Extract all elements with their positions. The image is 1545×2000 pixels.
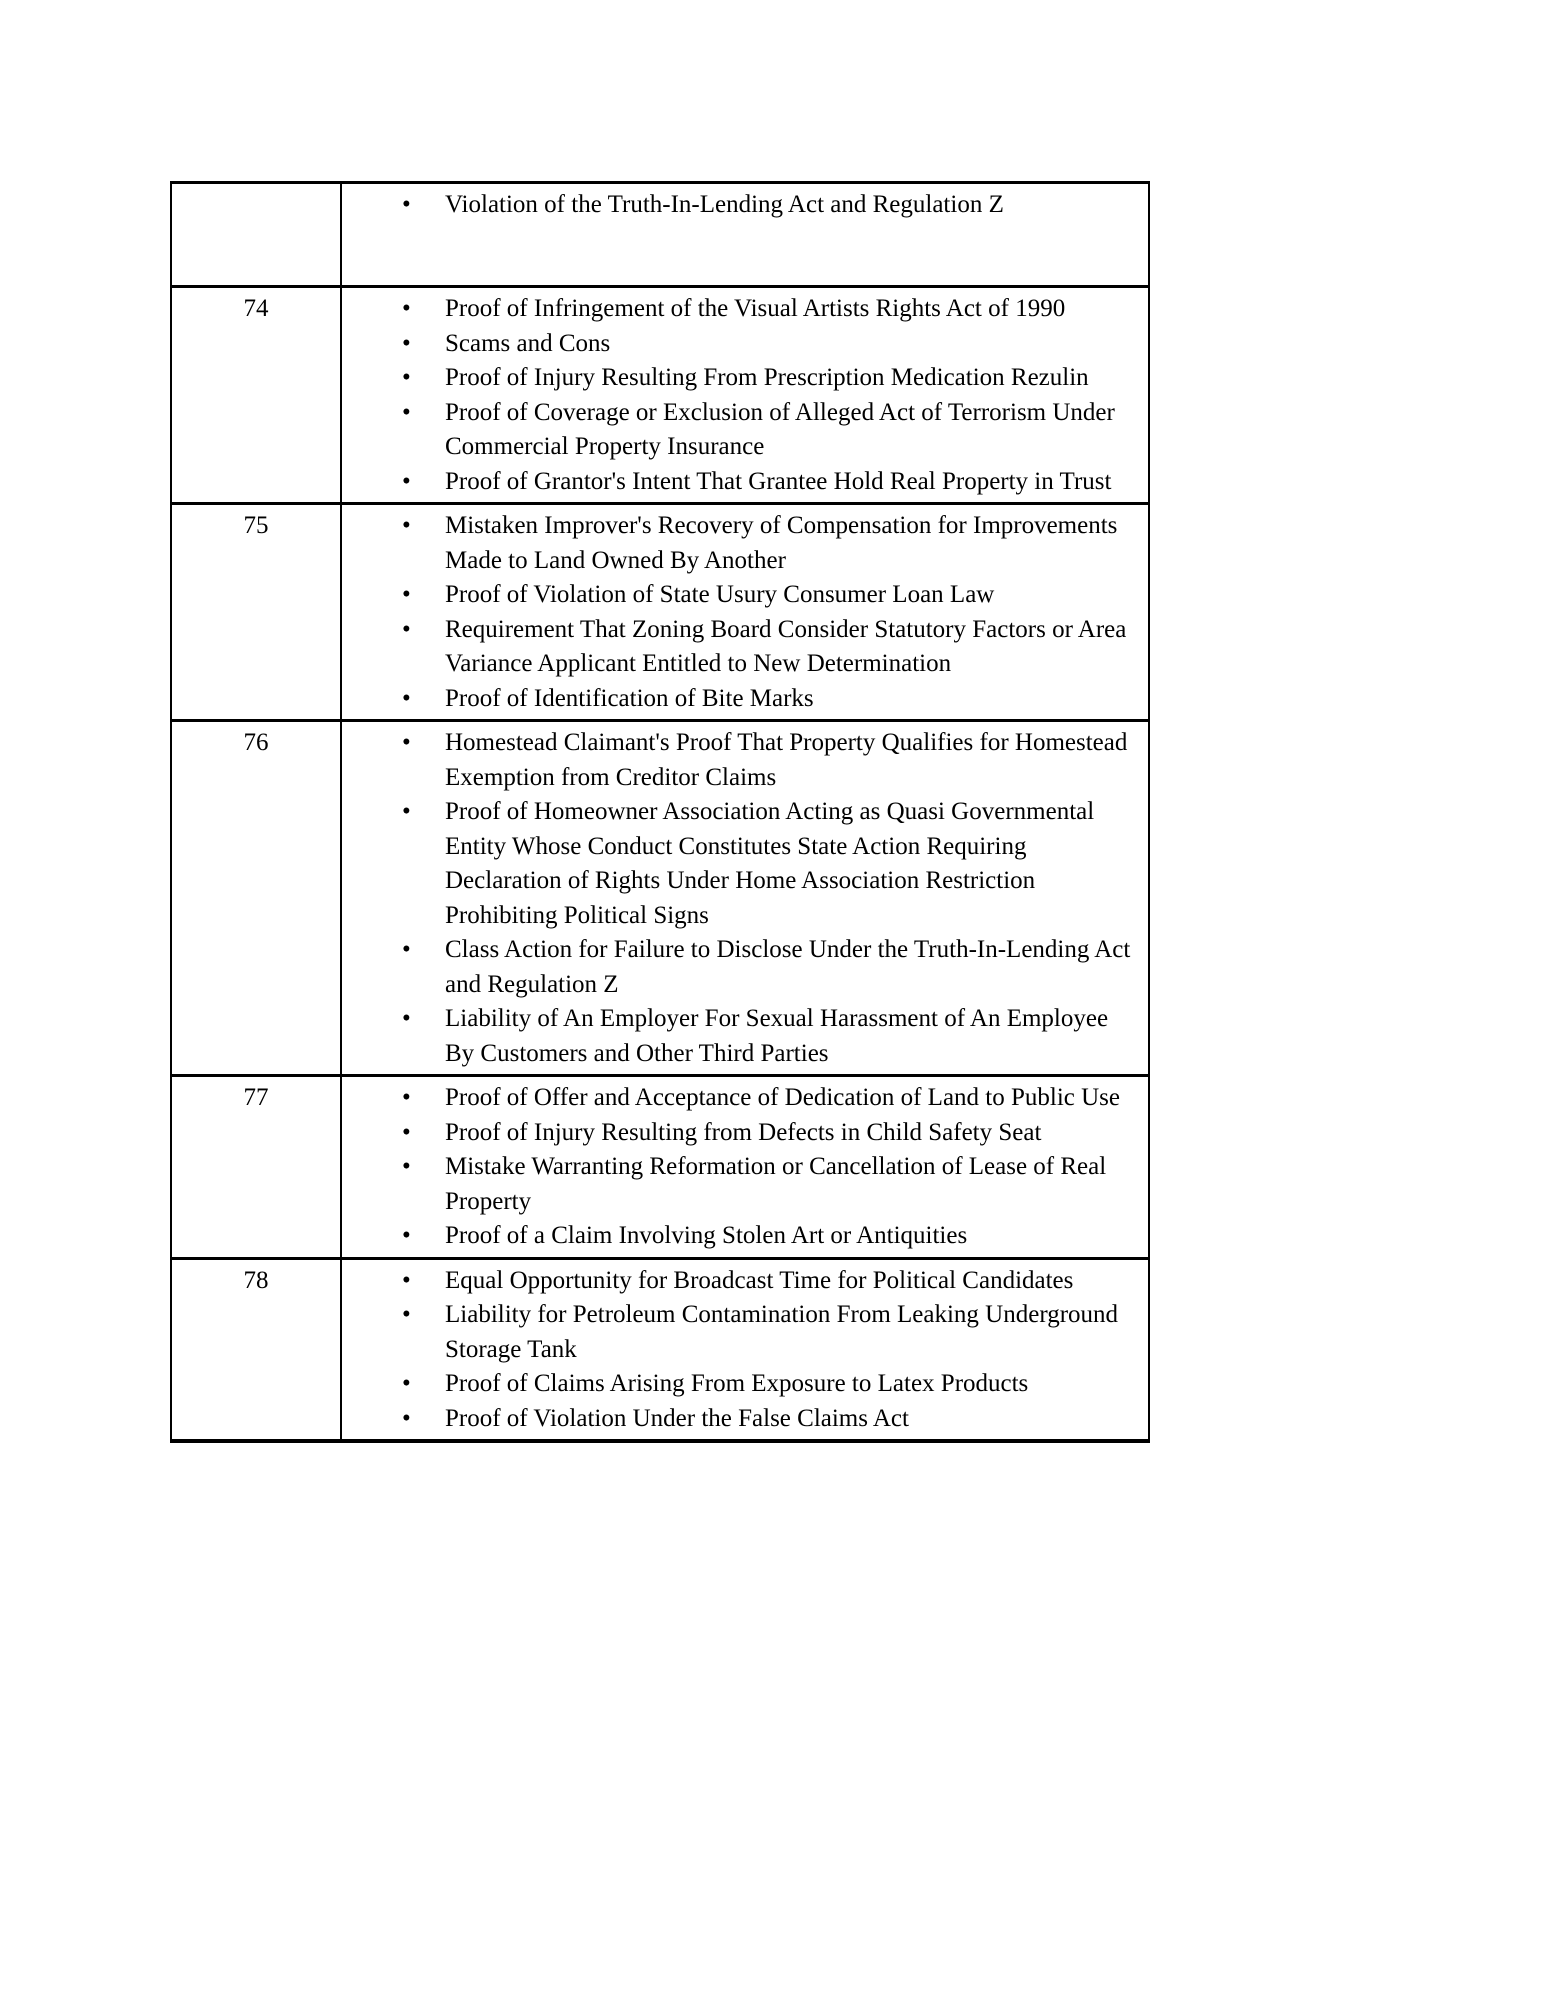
- row-number-cell: [171, 1258, 341, 1441]
- list-item: • Proof of Injury Resulting from Defects in Child Safety Seat: [342, 1116, 1142, 1151]
- row-number: 75: [243, 512, 269, 539]
- list-item: • Proof of Homeowner Association Acting as Quasi Governmental Entity Whose Conduct Constitutes State Action Requiring Declaration of Rights Under Home Association Restriction Prohibiting Political Signs: [342, 795, 1142, 933]
- row-items-cell: [341, 1258, 1149, 1441]
- list-item: • Proof of Infringement of the Visual Artists Rights Act of 1990: [342, 292, 1142, 327]
- row-number-cell: [171, 287, 341, 504]
- list-item: • Homestead Claimant's Proof That Property Qualifies for Homestead Exemption from Creditor Claims: [342, 726, 1142, 795]
- list-item: • Proof of Claims Arising From Exposure to Latex Products: [342, 1367, 1142, 1402]
- row-number: 76: [243, 729, 269, 756]
- table-row: [171, 504, 1149, 721]
- list-item: • Liability for Petroleum Contamination From Leaking Underground Storage Tank: [342, 1298, 1142, 1367]
- list-item: • Proof of a Claim Involving Stolen Art or Antiquities: [342, 1219, 1142, 1254]
- row-items-cell: [341, 1076, 1149, 1259]
- row-items-cell: [341, 504, 1149, 721]
- bullet-list: [342, 726, 1142, 1071]
- table-body: [171, 183, 1149, 1442]
- bullet-list: [342, 509, 1142, 716]
- list-item: • Class Action for Failure to Disclose Under the Truth-In-Lending Act and Regulation Z: [342, 933, 1142, 1002]
- row-number-cell: [171, 504, 341, 721]
- bullet-list: [342, 188, 1142, 223]
- legal-topics-table: [170, 181, 1150, 1443]
- list-item: • Proof of Offer and Acceptance of Dedication of Land to Public Use: [342, 1081, 1142, 1116]
- table-row: [171, 1258, 1149, 1441]
- list-item: • Scams and Cons: [342, 327, 1142, 362]
- table-row: [171, 721, 1149, 1076]
- bullet-list: [342, 1081, 1142, 1254]
- table-row: [171, 1076, 1149, 1259]
- list-item: • Proof of Identification of Bite Marks: [342, 682, 1142, 717]
- list-item: • Proof of Coverage or Exclusion of Alleged Act of Terrorism Under Commercial Property Insurance: [342, 396, 1142, 465]
- list-item: • Violation of the Truth-In-Lending Act and Regulation Z: [342, 188, 1142, 223]
- row-items-cell: [341, 287, 1149, 504]
- list-item: • Proof of Grantor's Intent That Grantee Hold Real Property in Trust: [342, 465, 1142, 500]
- list-item: • Equal Opportunity for Broadcast Time for Political Candidates: [342, 1264, 1142, 1299]
- list-item: • Liability of An Employer For Sexual Harassment of An Employee By Customers and Other Third Parties: [342, 1002, 1142, 1071]
- row-items-cell: [341, 183, 1149, 287]
- row-number-cell: [171, 1076, 341, 1259]
- list-item: • Requirement That Zoning Board Consider Statutory Factors or Area Variance Applicant Entitled to New Determination: [342, 613, 1142, 682]
- table-row: [171, 183, 1149, 287]
- bullet-list: [342, 1264, 1142, 1437]
- bullet-list: [342, 292, 1142, 499]
- table-row: [171, 287, 1149, 504]
- row-number-cell: [171, 183, 341, 287]
- list-item: • Proof of Injury Resulting From Prescription Medication Rezulin: [342, 361, 1142, 396]
- list-item: • Mistaken Improver's Recovery of Compensation for Improvements Made to Land Owned By Another: [342, 509, 1142, 578]
- row-number: 77: [243, 1084, 269, 1111]
- row-number: 78: [243, 1266, 269, 1294]
- list-item: • Mistake Warranting Reformation or Cancellation of Lease of Real Property: [342, 1150, 1142, 1219]
- row-number: 74: [243, 295, 269, 322]
- list-item: • Proof of Violation of State Usury Consumer Loan Law: [342, 578, 1142, 613]
- row-number-cell: [171, 721, 341, 1076]
- row-items-cell: [341, 721, 1149, 1076]
- list-item: • Proof of Violation Under the False Claims Act: [342, 1402, 1142, 1437]
